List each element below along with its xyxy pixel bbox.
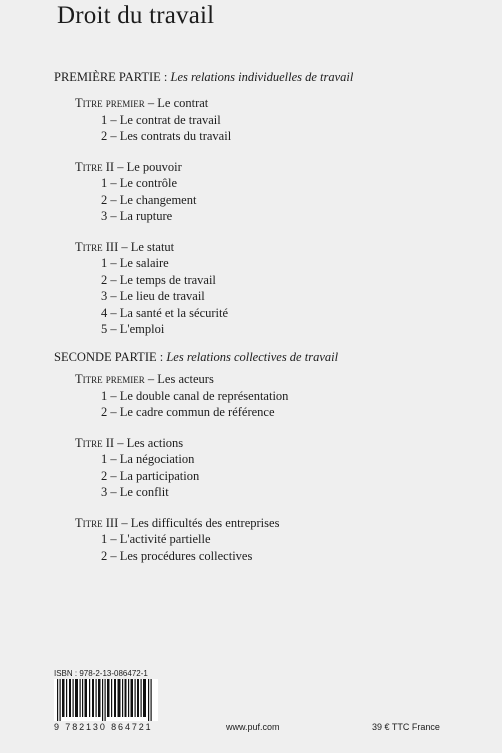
list-item: 4 – La santé et la sécurité (101, 305, 229, 320)
barcode (54, 679, 158, 721)
part-one-label: PREMIÈRE PARTIE : (54, 70, 168, 84)
titre-label: Titre III (75, 515, 119, 530)
titre-block (75, 515, 338, 565)
titre-label: Titre III (75, 239, 119, 254)
price-text: 39 € TTC France (372, 722, 440, 732)
titre-block (75, 95, 353, 145)
titre-label: Titre II (75, 159, 115, 174)
isbn-text: ISBN : 978-2-13-086472-1 (54, 669, 148, 678)
titre-name: – Les acteurs (147, 372, 214, 386)
part-two (54, 350, 338, 564)
titre-name: – Les difficultés des entreprises (121, 515, 280, 530)
list-item: 1 – La négociation (101, 452, 195, 466)
titre-name: – Le pouvoir (117, 159, 182, 174)
titre-block (75, 371, 338, 421)
book-title: Droit du travail (57, 2, 215, 29)
list-item: 3 – La rupture (101, 209, 173, 223)
titre-name: – Le contrat (147, 96, 209, 110)
list-item: 1 – Le salaire (101, 256, 169, 270)
list-item: 1 – L'activité partielle (101, 532, 211, 546)
part-one-heading (54, 70, 353, 85)
titre-name: – Le statut (121, 239, 175, 254)
part-two-label: SECONDE PARTIE : (54, 350, 164, 364)
titre-label: Titre premier (75, 96, 145, 110)
titre-block (75, 239, 353, 338)
titre-block (75, 159, 353, 225)
barcode-digits: 9 782130 864721 (54, 722, 153, 732)
list-item: 1 – Le contrôle (101, 176, 178, 190)
publisher-website: www.puf.com (226, 722, 280, 732)
list-item: 2 – Le changement (101, 192, 197, 207)
part-two-heading (54, 350, 338, 365)
part-one-subtitle: Les relations individuelles de travail (170, 70, 354, 84)
titre-block (75, 435, 338, 501)
list-item: 3 – Le lieu de travail (101, 289, 205, 303)
titre-label: Titre premier (75, 372, 145, 386)
list-item: 2 – Les contrats du travail (101, 129, 232, 143)
titre-name: – Les actions (117, 435, 184, 450)
list-item: 1 – Le contrat de travail (101, 112, 221, 127)
list-item: 2 – Le cadre commun de référence (101, 405, 275, 419)
titre-label: Titre II (75, 435, 115, 450)
part-two-subtitle: Les relations collectives de travail (166, 350, 339, 364)
list-item: 2 – Les procédures collectives (101, 548, 253, 563)
list-item: 2 – Le temps de travail (101, 272, 216, 287)
part-one (54, 70, 353, 338)
list-item: 3 – Le conflit (101, 485, 169, 499)
list-item: 1 – Le double canal de représentation (101, 388, 289, 403)
list-item: 5 – L'emploi (101, 322, 165, 336)
list-item: 2 – La participation (101, 468, 200, 483)
